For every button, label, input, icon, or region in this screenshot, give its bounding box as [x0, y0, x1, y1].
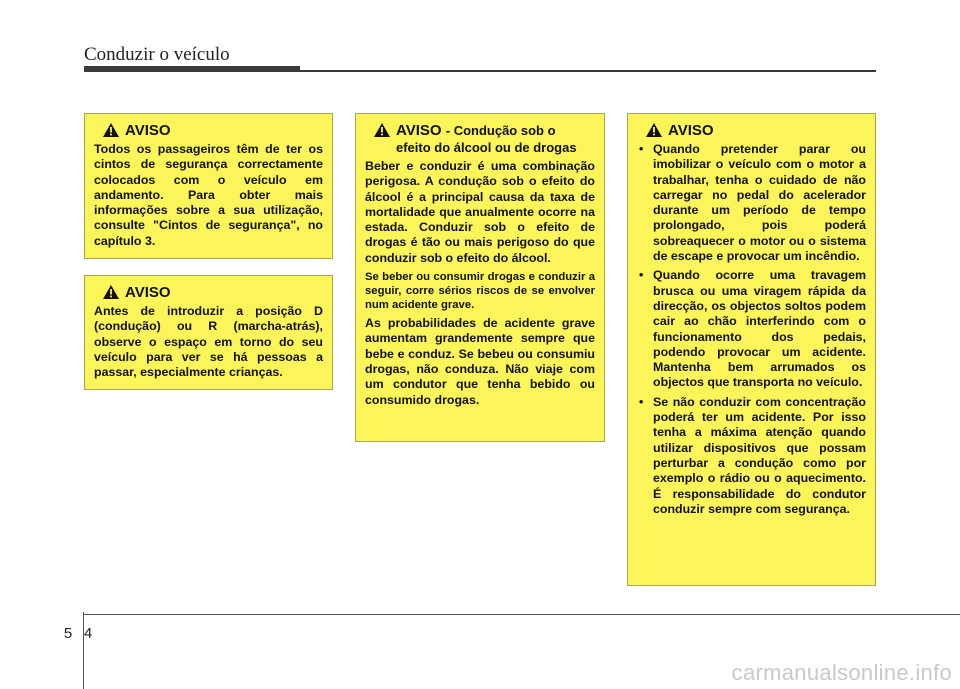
warning-title-text: AVISO	[125, 284, 171, 301]
chapter-number: 5	[63, 625, 73, 642]
watermark: carmanualsonline.info	[731, 660, 952, 685]
header-bar	[84, 66, 300, 72]
warning-box-gear-selection	[84, 275, 333, 390]
warning-bullet-item: • Se não conduzir com concentração poderá ter um acidente. Por isso tenha a máxima atenção quando utilizar dispositivos que possam perturbar a condução como por exemplo o rádio ou o aquecimento. É responsabilidade do condutor conduzir sempre com segurança.	[637, 395, 866, 517]
page-header-title: Conduzir o veículo	[84, 44, 230, 65]
warning-triangle-icon	[645, 122, 663, 138]
warning-title	[373, 122, 595, 156]
warning-paragraph-1: Beber e conduzir é uma combinação perigosa. A condução sob o efeito do álcool é a principal causa da taxa de mortalidade que anualmente ocorre na estada. Conduzir sob o efeito de drogas é tão ou mais perigoso do que conduzir sob o efeito do álcool.	[365, 159, 595, 265]
warning-box-alcohol-drugs	[355, 113, 605, 442]
warning-title	[102, 284, 323, 301]
warning-box-driving-care	[627, 113, 876, 586]
warning-title-group	[396, 122, 577, 156]
warning-box-seatbelts	[84, 113, 333, 259]
footer-rule	[84, 614, 960, 615]
warning-subtitle-line2: efeito do álcool ou de drogas	[396, 140, 577, 155]
header-rule	[300, 70, 876, 72]
footer-divider	[83, 612, 84, 689]
warning-paragraph-3: As probabilidades de acidente grave aumentam grandemente sempre que bebe e conduz. Se bebeu ou consumiu drogas, não conduza. Não viaje com um condutor que tenha bebido ou consumido drogas.	[365, 316, 595, 407]
warning-triangle-icon	[102, 284, 120, 300]
warning-title	[645, 122, 866, 139]
warning-triangle-icon	[373, 122, 391, 138]
warning-triangle-icon	[102, 122, 120, 138]
warning-text: Antes de introduzir a posição D (condução) ou R (marcha-atrás), observe o espaço em torno do seu veículo para ver se há pessoas a passar, especialmente crianças.	[94, 304, 323, 380]
warning-title-text: AVISO	[396, 122, 442, 139]
warning-bullet-item: • Quando ocorre uma travagem brusca ou uma viragem rápida da direcção, os objectos soltos podem cair ao chão interferindo com o funcionamento dos pedais, podendo provocar um acidente. Mantenha bem arrumados os objectos que transporta no veículo.	[637, 268, 866, 390]
warning-title	[102, 122, 323, 139]
warning-subtitle-line1: - Condução sob o	[445, 123, 556, 138]
warning-title-text: AVISO	[125, 122, 171, 139]
warning-title-text: AVISO	[668, 122, 714, 139]
warning-paragraph-2: Se beber ou consumir drogas e conduzir a seguir, corre sérios riscos de se envolver num acidente grave.	[365, 271, 595, 312]
warning-bullet-item: • Quando pretender parar ou imobilizar o veículo com o motor a trabalhar, tenha o cuidado de não carregar no pedal do acelerador durante um período de tempo prolongado, pois poderá sobreaquecer o motor ou o sistema de escape e provocar um incêndio.	[637, 142, 866, 264]
warning-text: Todos os passageiros têm de ter os cintos de segurança correctamente colocados com o veículo em andamento. Para obter mais informações sobre a sua utilização, consulte "Cintos de segurança", no capítulo 3.	[94, 142, 323, 248]
page-number-value: 4	[83, 625, 93, 642]
warning-bullet-list	[637, 142, 866, 517]
page-number	[58, 625, 98, 642]
